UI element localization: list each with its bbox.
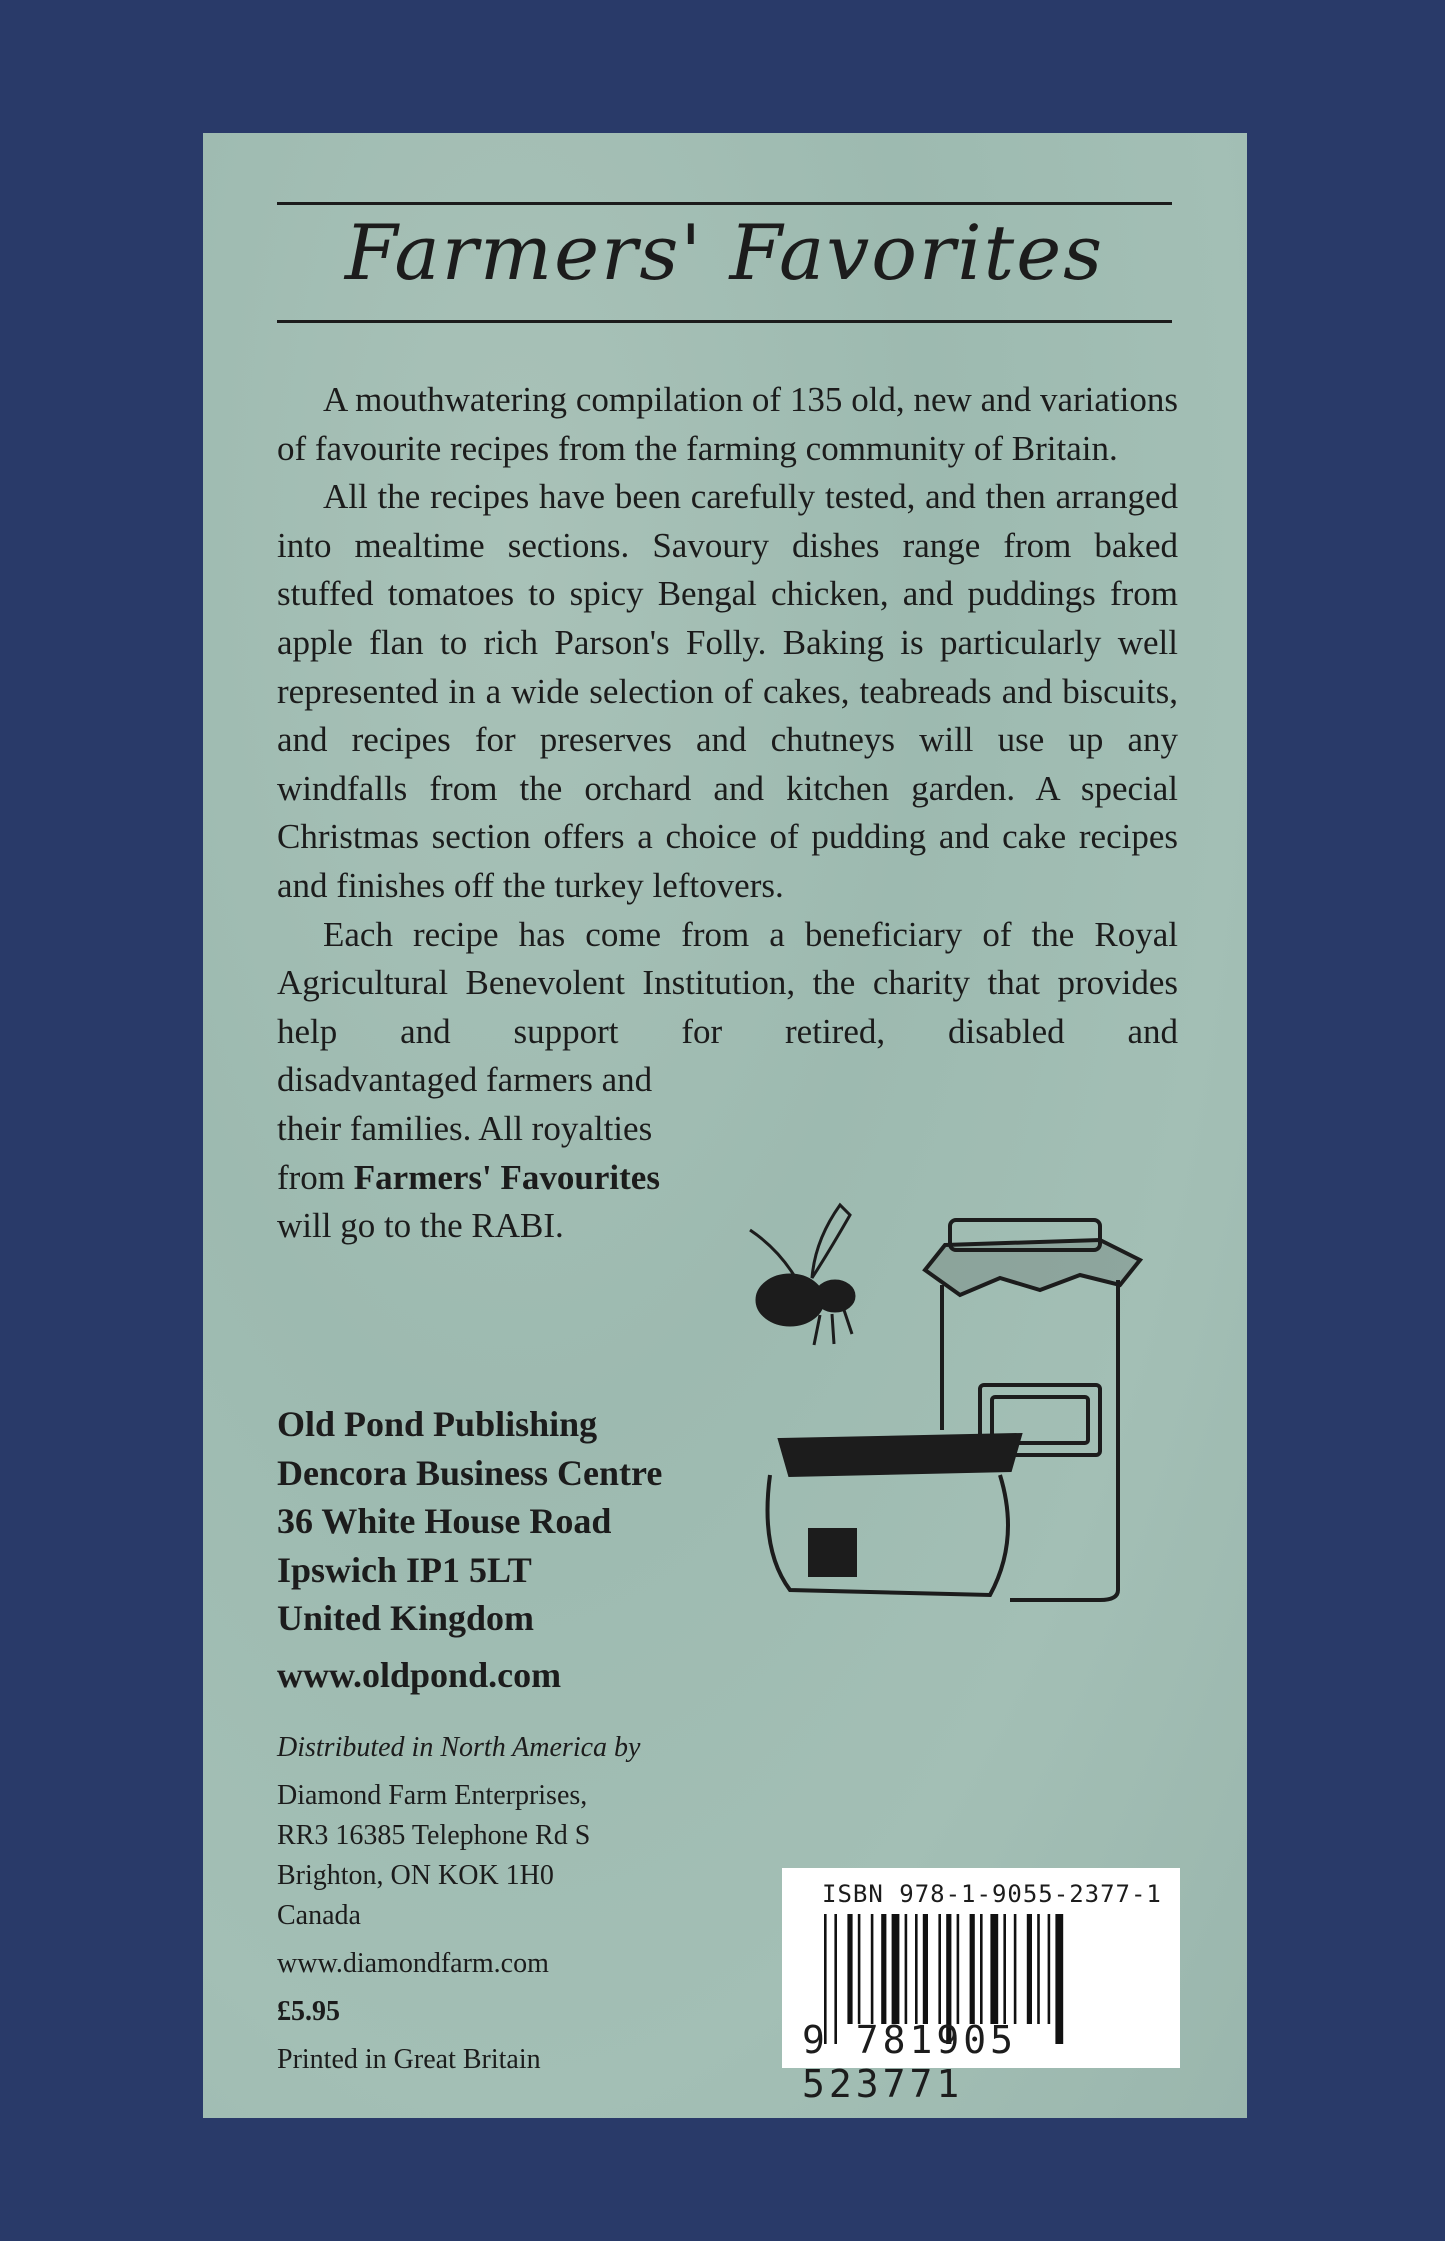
- address-line: United Kingdom: [277, 1598, 535, 1639]
- blurb-paragraph-end: [277, 1056, 717, 1250]
- address-line: 36 White House Road: [277, 1501, 612, 1542]
- barcode-bar: [980, 1914, 983, 2024]
- barcode-digits: 9 781905 523771: [802, 2018, 1018, 2106]
- distributor-block: [277, 1728, 640, 2080]
- blurb-text: will go to the RABI.: [277, 1206, 564, 1246]
- distributor-website: www.diamondfarm.com: [277, 1948, 549, 1979]
- barcode-bar: [1027, 1914, 1032, 2024]
- distributor-heading: Distributed in North America by: [277, 1732, 641, 1763]
- barcode-bar: [847, 1914, 852, 2024]
- barcode-bar: [957, 1914, 960, 2024]
- publisher-address: [277, 1400, 662, 1700]
- distributor-line: RR3 16385 Telephone Rd S: [277, 1820, 591, 1851]
- printed-in: Printed in Great Britain: [277, 2044, 541, 2075]
- blurb-paragraph: All the recipes have been carefully tested, and then arranged into mealtime sections. Savoury dishes range from baked stuffed tomatoes to spicy Bengal chicken, and puddings from apple flan to rich Parson's Folly. Baking is particularly well represented in a wide selection of cakes, teabreads and biscuits, and recipes for preserves and chutneys will use up any windfalls from the orchard and kitchen garden. A special Christmas section offers a choice of pudding and cake recipes and finishes off the turkey leftovers.: [277, 477, 1178, 905]
- blurb-paragraph: Each recipe has come from a beneficiary of the Royal Agricultural Benevolent Institution, the charity that provides help and support for retired, disabled and: [277, 914, 1178, 1051]
- barcode-bar: [892, 1914, 900, 2024]
- barcode-bar: [1014, 1914, 1017, 2024]
- barcode-bar: [938, 1914, 941, 2024]
- book-title-inline: Farmers' Favourites: [353, 1157, 660, 1197]
- price: £5.95: [277, 1996, 340, 2027]
- blurb-paragraph: A mouthwatering compilation of 135 old, new and variations of favourite recipes from the farming community of Britain.: [277, 380, 1178, 468]
- barcode-bar: [1003, 1914, 1006, 2024]
- distributor-line: Brighton, ON KOK 1H0: [277, 1860, 554, 1891]
- jars-and-bee-illustration: [720, 1190, 1190, 1620]
- address-line: Dencora Business Centre: [277, 1452, 663, 1493]
- title-rule-bottom: [277, 320, 1172, 323]
- barcode-bar: [871, 1914, 874, 2024]
- barcode-bar: [915, 1914, 918, 2024]
- distributor-line: Diamond Farm Enterprises,: [277, 1780, 588, 1811]
- barcode-bar: [905, 1914, 908, 2024]
- publisher-website: www.oldpond.com: [277, 1654, 562, 1695]
- distributor-line: Canada: [277, 1900, 361, 1931]
- barcode-bar: [923, 1914, 928, 2024]
- barcode-bar: [1037, 1914, 1040, 2024]
- book-title: Farmers' Favorites: [344, 208, 1105, 297]
- barcode-bar: [990, 1914, 998, 2024]
- barcode-bar: [858, 1914, 861, 2024]
- title-rule-top: [277, 202, 1172, 205]
- address-line: Ipswich IP1 5LT: [277, 1549, 532, 1590]
- tall-jar-icon: [925, 1220, 1140, 1600]
- blurb-text: disadvantaged farmers and their families. All royalties from: [277, 1060, 653, 1197]
- barcode-bar: [970, 1914, 975, 2024]
- blurb: [277, 376, 1178, 1251]
- small-jar-icon: [768, 1435, 1021, 1595]
- barcode-bar: [1048, 1914, 1051, 2024]
- barcode-bar: [881, 1914, 886, 2024]
- isbn-barcode: [782, 1868, 1180, 2106]
- isbn-label: ISBN 978-1-9055-2377-1: [822, 1880, 1162, 1908]
- publisher-name: Old Pond Publishing: [277, 1404, 598, 1444]
- bee-icon: [750, 1205, 855, 1345]
